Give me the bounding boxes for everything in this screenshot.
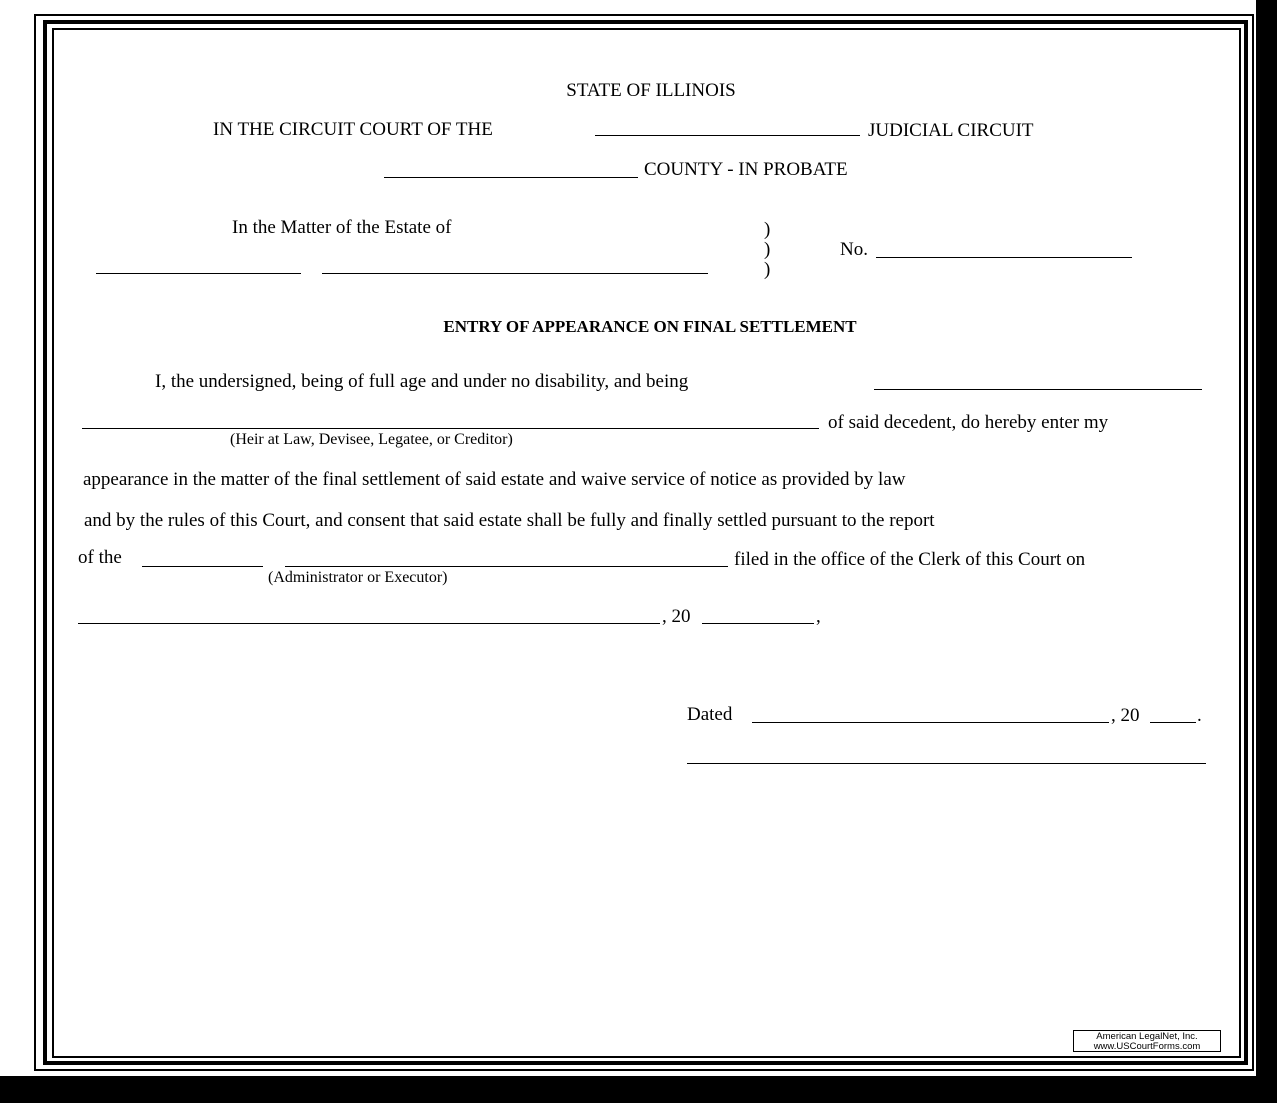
body-line-5-suffix: filed in the office of the Clerk of this Court on: [734, 549, 1086, 570]
county-suffix: COUNTY - IN PROBATE: [644, 159, 848, 180]
state-heading: STATE OF ILLINOIS: [566, 80, 736, 101]
decedent-first-name-field[interactable]: [96, 273, 301, 274]
court-prefix: IN THE CIRCUIT COURT OF THE: [213, 119, 493, 140]
caption-paren-2: ): [764, 239, 771, 260]
body-line-5-prefix: of the: [78, 547, 122, 568]
body-line-3: appearance in the matter of the final settlement of said estate and waive service of notice as provided by law: [83, 469, 906, 490]
filing-year-field[interactable]: [702, 623, 814, 624]
relationship-field[interactable]: [874, 389, 1202, 390]
filing-date-field[interactable]: [78, 623, 660, 624]
administrator-field-a[interactable]: [142, 566, 263, 567]
publisher-badge: [1073, 1030, 1221, 1052]
decedent-name-field[interactable]: [322, 273, 708, 274]
judicial-circuit-field[interactable]: [595, 135, 860, 136]
county-field[interactable]: [384, 177, 638, 178]
signature-field[interactable]: [687, 763, 1206, 764]
body-line-4: and by the rules of this Court, and consent that said estate shall be fully and finally settled pursuant to the report: [84, 510, 935, 531]
publisher-name: American LegalNet, Inc.: [1096, 1031, 1198, 1042]
dated-label: Dated: [687, 704, 733, 725]
body-line-2-suffix: of said decedent, do hereby enter my: [828, 412, 1109, 433]
inner-border: [52, 28, 1241, 1058]
role-hint: (Heir at Law, Devisee, Legatee, or Creditor): [230, 431, 513, 448]
relationship-role-field[interactable]: [82, 428, 819, 429]
administrator-field-b[interactable]: [285, 566, 728, 567]
filing-year-suffix: ,: [816, 606, 821, 627]
filing-year-prefix: , 20: [662, 606, 691, 627]
dated-field[interactable]: [752, 722, 1109, 723]
form-title: ENTRY OF APPEARANCE ON FINAL SETTLEMENT: [443, 317, 857, 336]
caption-paren-3: ): [764, 259, 771, 280]
caption-paren-1: ): [764, 219, 771, 240]
dated-year-prefix: , 20: [1111, 705, 1140, 726]
dated-year-field[interactable]: [1150, 722, 1196, 723]
administrator-hint: (Administrator or Executor): [268, 569, 448, 586]
body-line-1: I, the undersigned, being of full age and under no disability, and being: [155, 371, 689, 392]
publisher-url: www.USCourtForms.com: [1093, 1041, 1201, 1052]
dated-year-suffix: .: [1197, 705, 1202, 726]
case-no-field[interactable]: [876, 257, 1132, 258]
estate-label: In the Matter of the Estate of: [232, 217, 452, 238]
case-no-label: No.: [840, 239, 868, 260]
court-suffix: JUDICIAL CIRCUIT: [868, 120, 1034, 141]
